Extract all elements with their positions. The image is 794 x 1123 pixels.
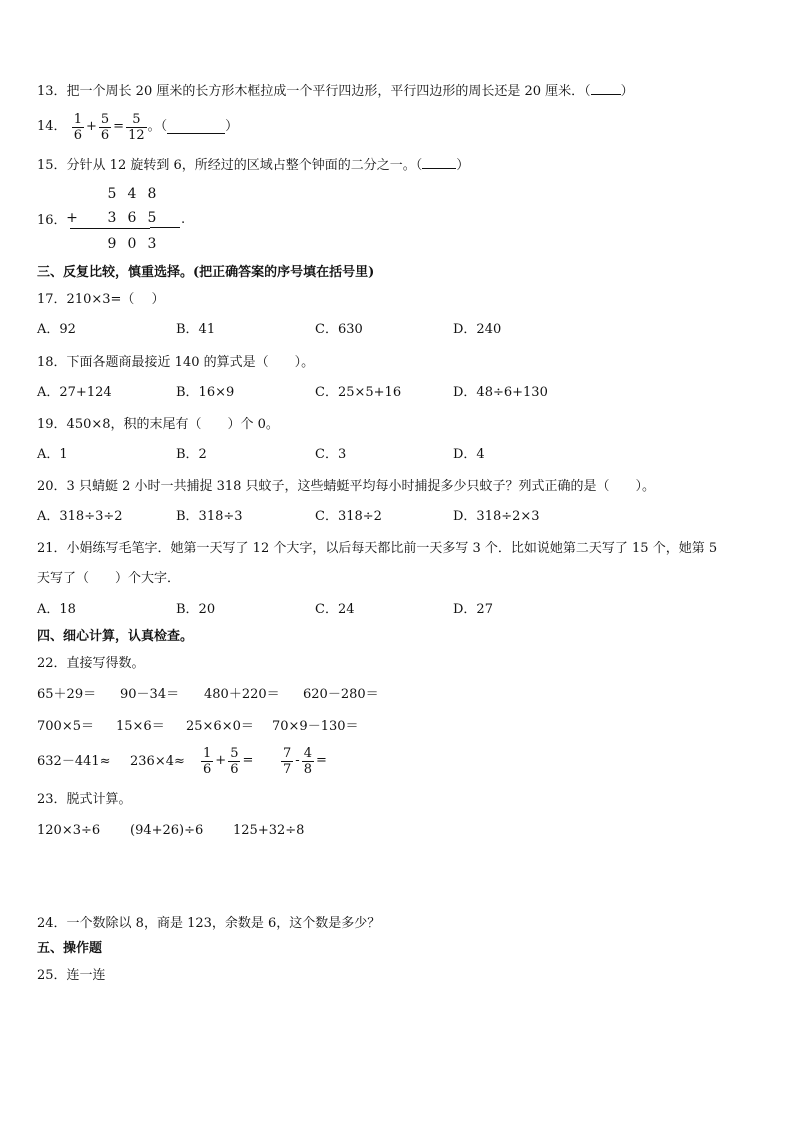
- question-18: 18．下面各题商最接近 140 的算式是（ ）。: [37, 355, 315, 370]
- answer-blank[interactable]: [150, 215, 180, 228]
- fraction-expression-a: $\frac{1}{6}$ + $\frac{5}{6}$ =: [203, 745, 254, 777]
- question-22: 22．直接写得数。: [37, 656, 145, 671]
- option-c[interactable]: C．3: [315, 447, 347, 462]
- option-c[interactable]: C．318÷2: [315, 509, 382, 524]
- section-3-heading: 三、反复比较，慎重选择。(把正确答案的序号填在括号里): [37, 265, 375, 280]
- option-c[interactable]: C．25×5+16: [315, 385, 402, 400]
- calc-item: 236×4≈: [130, 754, 185, 769]
- question-21-line-2: 天写了（ ）个大字．: [37, 571, 181, 586]
- fraction-5-6: $\frac{5}{6}$: [100, 111, 110, 143]
- option-a[interactable]: A．1: [37, 447, 68, 462]
- option-b[interactable]: B．16×9: [176, 385, 235, 400]
- addend-row-2: + 3 6 5: [66, 210, 157, 226]
- option-c[interactable]: C．24: [315, 602, 355, 617]
- calc-item: 632－441≈: [37, 754, 111, 769]
- question-14: 14． $\frac{1}{6}$ + $\frac{5}{6}$ = $\frac{5}{12}$ 。（ ）: [37, 111, 239, 143]
- section-4-heading: 四、细心计算，认真检查。: [37, 629, 194, 644]
- q13-text: 13．把一个周长 20 厘米的长方形木框拉成一个平行四边形，平行四边形的周长还是 20 厘米．（: [37, 84, 591, 99]
- question-24: 24．一个数除以 8，商是 123，余数是 6，这个数是多少？: [37, 916, 381, 931]
- calc-item: 620－280＝: [303, 687, 379, 702]
- option-d[interactable]: D．48÷6+130: [453, 385, 548, 400]
- option-b[interactable]: B．20: [176, 602, 216, 617]
- sum-line: [70, 228, 150, 229]
- calc-item: 25×6×0＝: [186, 719, 254, 734]
- calc-item: 120×3÷6: [37, 823, 101, 838]
- calc-item: 125+32÷8: [233, 823, 305, 838]
- option-a[interactable]: A．27+124: [37, 385, 112, 400]
- answer-blank[interactable]: [167, 121, 225, 134]
- calc-item: 90－34＝: [120, 687, 180, 702]
- fraction-1-6: $\frac{1}{6}$: [73, 111, 82, 143]
- section-5-heading: 五、操作题: [37, 941, 103, 956]
- question-15: 15．分针从 12 旋转到 6，所经过的区域占整个钟面的二分之一。（ ）: [37, 158, 470, 173]
- answer-blank[interactable]: [591, 82, 621, 95]
- answer-blank[interactable]: [422, 156, 456, 169]
- question-20: 20．3 只蜻蜓 2 小时一共捕捉 318 只蚊子，这些蜻蜓平均每小时捕捉多少只蚊子？列式正确的是（ ）。: [37, 479, 656, 494]
- question-25: 25．连一连: [37, 968, 106, 983]
- calc-item: 15×6＝: [116, 719, 165, 734]
- option-b[interactable]: B．2: [176, 447, 207, 462]
- option-d[interactable]: D．240: [453, 322, 502, 337]
- calc-item: 65＋29＝: [37, 687, 97, 702]
- question-13: 13．把一个周长 20 厘米的长方形木框拉成一个平行四边形，平行四边形的周长还是 20 厘米．（ ）: [37, 84, 634, 99]
- calc-item: 700×5＝: [37, 719, 94, 734]
- addend-row-1: 5 4 8: [107, 186, 157, 202]
- option-a[interactable]: A．318÷3÷2: [37, 509, 123, 524]
- question-17: 17．210×3=（ ）: [37, 292, 165, 307]
- question-21-line-1: 21．小娟练写毛笔字．她第一天写了 12 个大字，以后每天都比前一天多写 3 个．比如说她第二天写了 15 个，她第 5: [37, 541, 718, 556]
- option-b[interactable]: B．318÷3: [176, 509, 243, 524]
- calc-item: 480＋220＝: [204, 687, 280, 702]
- fraction-expression-b: $\frac{7}{7}$ - $\frac{4}{8}$ =: [283, 745, 327, 777]
- option-d[interactable]: D．4: [453, 447, 485, 462]
- calc-item: (94+26)÷6: [130, 823, 204, 838]
- option-c[interactable]: C．630: [315, 322, 363, 337]
- option-b[interactable]: B．41: [176, 322, 216, 337]
- option-a[interactable]: A．92: [37, 322, 76, 337]
- option-d[interactable]: D．27: [453, 602, 493, 617]
- sum-row: 9 0 3: [107, 236, 157, 252]
- question-19: 19．450×8，积的末尾有（ ）个 0。: [37, 417, 279, 432]
- option-d[interactable]: D．318÷2×3: [453, 509, 540, 524]
- question-23: 23．脱式计算。: [37, 792, 132, 807]
- fraction-5-12: $\frac{5}{12}$: [128, 111, 145, 143]
- calc-item: 70×9－130＝: [272, 719, 359, 734]
- option-a[interactable]: A．18: [37, 602, 76, 617]
